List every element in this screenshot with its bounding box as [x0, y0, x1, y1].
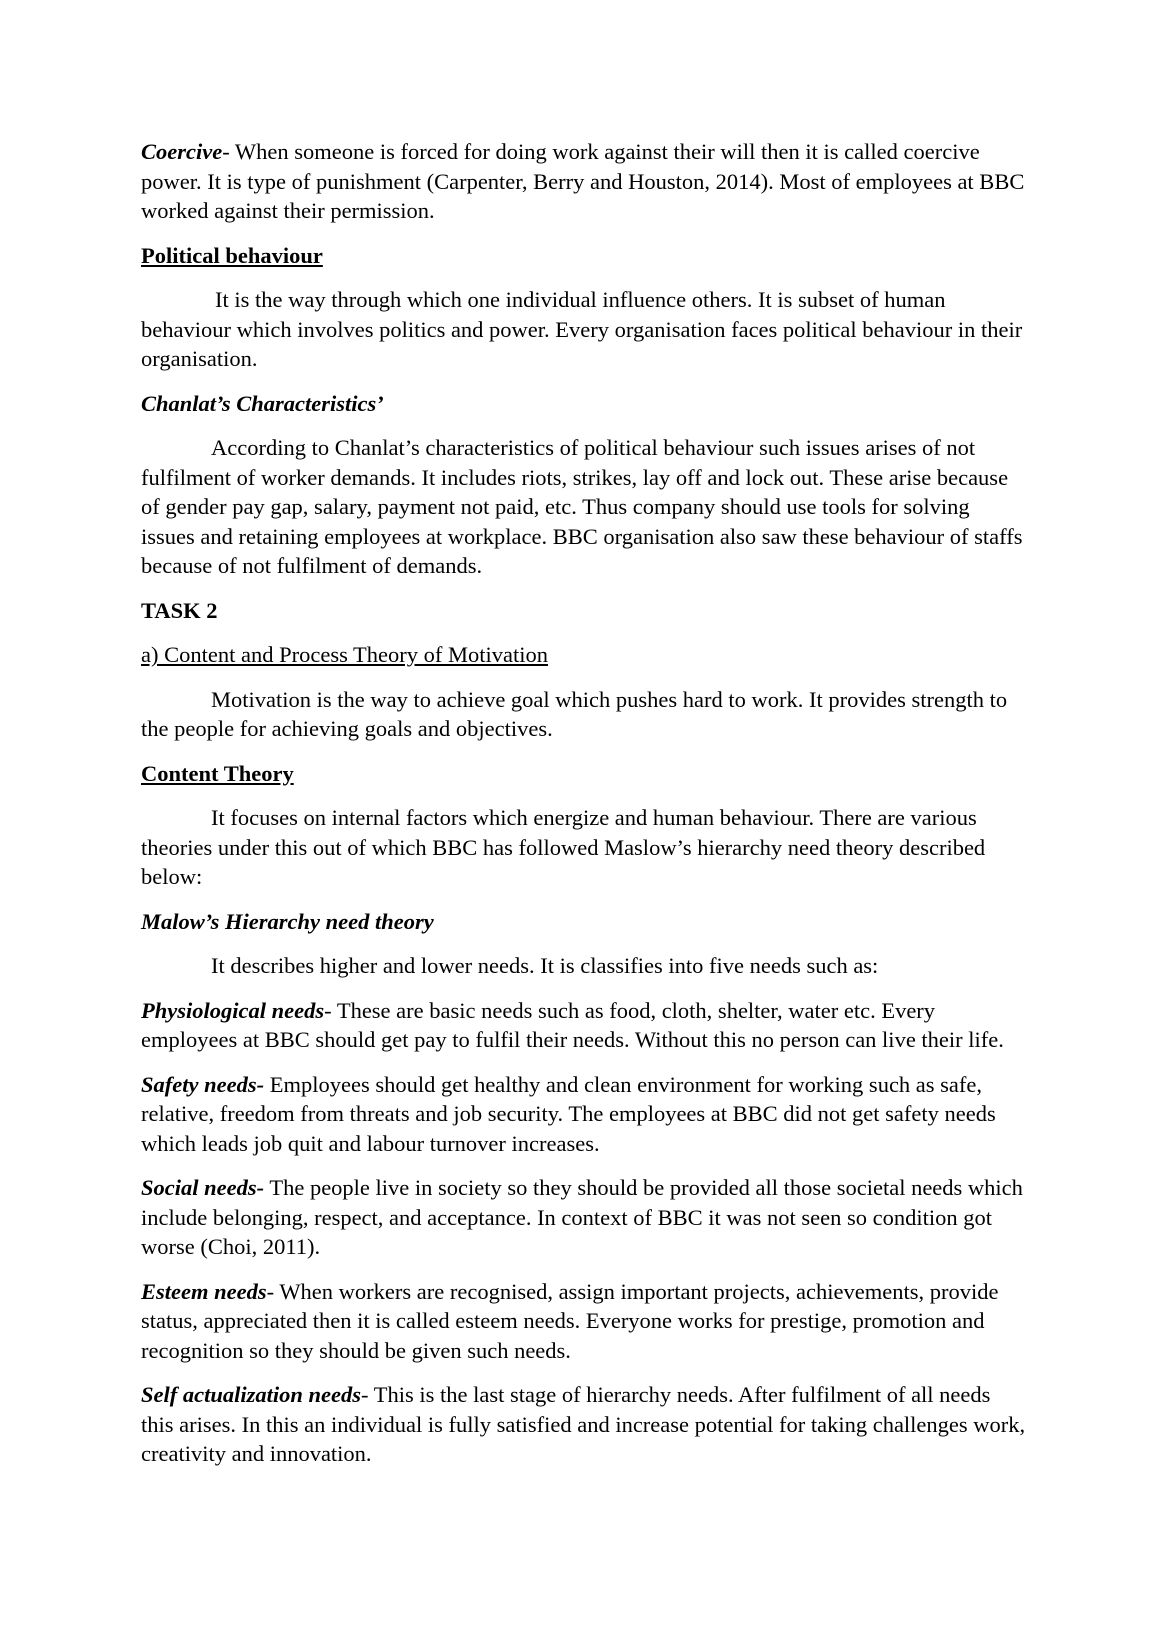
maslow-heading: Malow’s Hierarchy need theory	[141, 908, 434, 934]
chanlat-heading: Chanlat’s Characteristics’	[141, 390, 384, 416]
need-text: - These are basic needs such as food, cloth, shelter, water etc. Every employees at BBC should get pay to fulfil their needs. Without this no person can live their life.	[141, 997, 1004, 1052]
task2-subheading: a) Content and Process Theory of Motivation	[141, 642, 549, 667]
need-term: Safety needs-	[141, 1071, 265, 1097]
need-social	[141, 1173, 1026, 1262]
need-safety	[141, 1070, 1026, 1159]
need-text: - This is the last stage of hierarchy needs. After fulfilment of all needs this arises. In this an individual is fully satisfied and increase potential for taking challenges work, creativity and innovation.	[141, 1382, 1026, 1466]
political-behaviour-paragraph: It is the way through which one individual influence others. It is subset of human behaviour which involves politics and power. Every organisation faces political behaviour in their organisation.	[141, 287, 1023, 371]
need-term: Esteem needs	[141, 1278, 267, 1304]
political-behaviour-heading: Political behaviour	[141, 242, 323, 268]
need-text: The people live in society so they should be provided all those societal needs which include belonging, respect, and acceptance. In context of BBC it was not seen so condition got worse (Choi, 2011).	[141, 1175, 1023, 1259]
need-self-actualization	[141, 1380, 1026, 1469]
motivation-paragraph: Motivation is the way to achieve goal which pushes hard to work. It provides strength to the people for achieving goals and objectives.	[141, 686, 1008, 741]
need-esteem	[141, 1277, 1026, 1366]
coercive-text: - When someone is forced for doing work against their will then it is called coercive power. It is type of punishment (Carpenter, Berry and Houston, 2014). Most of employees at BBC worked against their permission.	[141, 139, 1025, 223]
document-body	[141, 137, 1026, 1484]
coercive-term: Coercive	[141, 139, 223, 164]
content-theory-heading: Content Theory	[141, 760, 294, 786]
content-theory-paragraph: It focuses on internal factors which energize and human behaviour. There are various theories under this out of which BBC has followed Maslow’s hierarchy need theory described below:	[141, 805, 986, 889]
need-text: - When workers are recognised, assign important projects, achievements, provide status, appreciated then it is called esteem needs. Everyone works for prestige, promotion and recognition so they should be given such needs.	[141, 1278, 999, 1363]
need-term: Self actualization needs	[141, 1382, 362, 1407]
task2-heading: TASK 2	[141, 597, 218, 623]
need-term: Physiological needs	[141, 997, 325, 1023]
need-text: Employees should get healthy and clean environment for working such as safe, relative, freedom from threats and job security. The employees at BBC did not get safety needs which leads job quit and labour turnover increases.	[141, 1071, 996, 1156]
need-term: Social needs-	[141, 1175, 265, 1200]
chanlat-paragraph: According to Chanlat’s characteristics of political behaviour such issues arises of not fulfilment of worker demands. It includes riots, strikes, lay off and lock out. These arise because of gender pay gap, salary, payment not paid, etc. Thus company should use tools for solving issues and retaining employees at workplace. BBC organisation also saw these behaviour of staffs because of not fulfilment of demands.	[141, 435, 1023, 578]
coercive-paragraph	[141, 137, 1026, 226]
need-physiological	[141, 996, 1026, 1055]
maslow-paragraph: It describes higher and lower needs. It is classifies into five needs such as:	[211, 953, 879, 978]
